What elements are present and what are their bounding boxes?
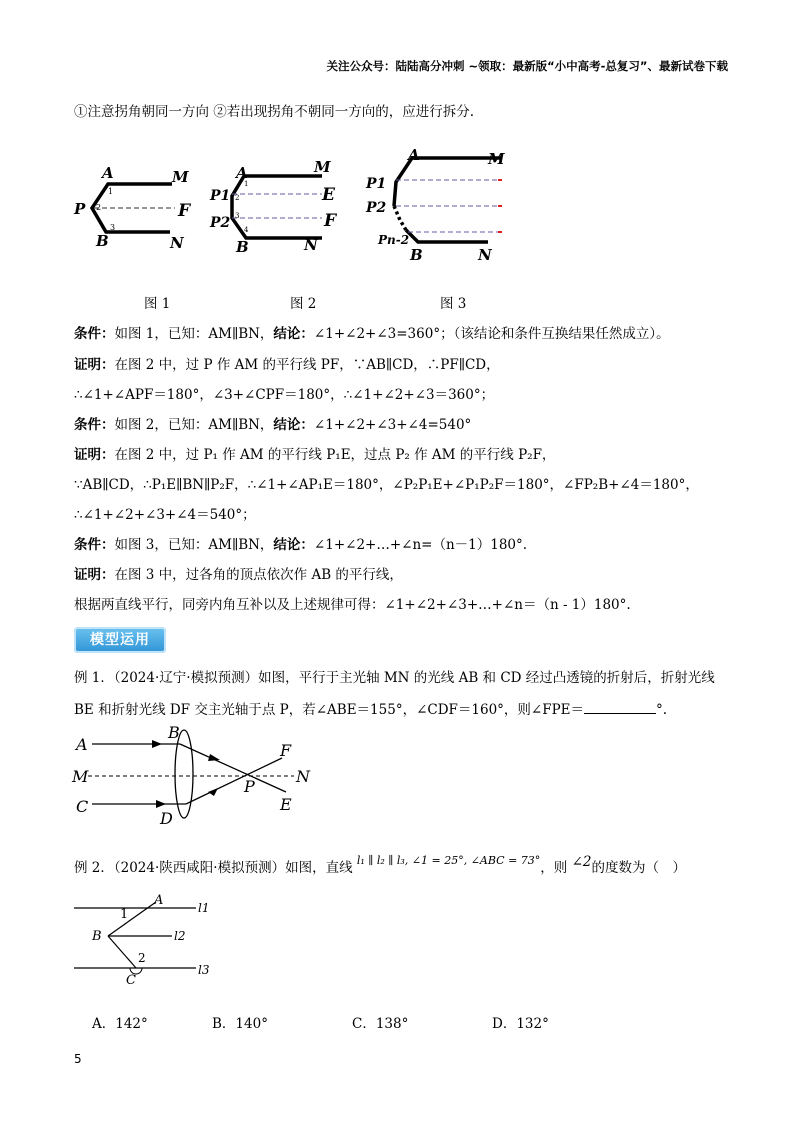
svg-text:P1: P1	[366, 176, 387, 192]
example2-figure	[68, 890, 228, 986]
option-a[interactable]: A．142°	[92, 1016, 148, 1032]
example1-figure	[68, 724, 328, 828]
svg-text:1: 1	[120, 907, 129, 922]
fig1-label-F: F	[178, 201, 191, 221]
condition-line-2: 条件：如图 2，已知：AM∥BN，结论：∠1+∠2+∠3+∠4=540°	[74, 417, 472, 433]
example2-question: 例 2．（2024·陕西咸阳·模拟预测）如图，直线 $^{l_1 \parallel l_2 \parallel l_3, \angle 1 = 25^\circ, \angle ABC = 73^\circ}$，则 ∠2的度数为（ ）	[74, 854, 686, 876]
svg-text:2: 2	[96, 203, 102, 212]
svg-text:B: B	[168, 724, 180, 742]
fig1-caption: 图 1	[144, 296, 171, 312]
svg-text:C: C	[76, 797, 89, 816]
svg-text:l3: l3	[198, 963, 210, 977]
figure-1	[73, 164, 192, 252]
fig2-caption: 图 2	[290, 296, 317, 312]
svg-text:E: E	[280, 795, 292, 814]
svg-text:M: M	[314, 158, 331, 176]
svg-text:B: B	[410, 246, 423, 264]
figures-1-3	[60, 148, 520, 268]
figure-3	[365, 148, 505, 264]
svg-text:E: E	[322, 185, 335, 205]
svg-text:2: 2	[138, 951, 146, 965]
svg-text:M: M	[488, 150, 505, 168]
option-c[interactable]: C．138°	[352, 1016, 409, 1032]
page-number: 5	[74, 1052, 82, 1066]
svg-text:F: F	[280, 741, 292, 760]
svg-text:B: B	[236, 238, 249, 256]
condition-line-1: 条件：如图 1，已知：AM∥BN，结论：∠1+∠2+∠3=360°；（该结论和条件互换结果任然成立）。	[74, 326, 670, 342]
svg-text:3: 3	[235, 212, 240, 220]
svg-text:F: F	[324, 211, 337, 231]
proof-line-4: ∵AB∥CD，∴P₁E∥BN∥P₂F，∴∠1+∠AP₁E＝180°，∠P₂P₁E+∠P₁P₂F＝180°，∠FP₂B+∠4＝180°，	[74, 477, 699, 493]
fig3-caption: 图 3	[440, 296, 467, 312]
svg-text:l2: l2	[174, 929, 186, 943]
svg-text:M: M	[72, 767, 89, 786]
svg-text:l1: l1	[198, 901, 210, 915]
example1-line1: 例 1．（2024·辽宁·模拟预测）如图，平行于主光轴 MN 的光线 AB 和 CD 经过凸透镜的折射后，折射光线	[74, 670, 715, 686]
svg-text:N: N	[304, 236, 318, 254]
svg-text:A: A	[408, 148, 420, 164]
svg-text:A: A	[76, 735, 88, 754]
page-header: 关注公众号：陆陆高分冲刺 ~领取：最新版“小中高考-总复习”、最新试卷下载	[326, 59, 728, 73]
answer-blank[interactable]	[584, 700, 656, 714]
svg-text:3: 3	[110, 223, 116, 232]
proof-line-6: 证明：在图 3 中，过各角的顶点依次作 AB 的平行线，	[74, 567, 403, 583]
proof-line-2: ∴∠1+∠APF＝180°，∠3+∠CPF＝180°，∴∠1+∠2+∠3＝360°；	[74, 387, 495, 403]
svg-text:1: 1	[244, 180, 249, 188]
section-badge: 模型运用	[74, 627, 166, 653]
fig1-label-B: B	[96, 232, 109, 250]
fig1-label-M: M	[172, 168, 189, 186]
conclusion-line: 根据两直线平行，同旁内角互补以及上述规律可得：∠1+∠2+∠3+…+∠n＝（n - 1）180°.	[74, 597, 631, 613]
svg-text:D: D	[160, 809, 173, 828]
svg-text:4: 4	[244, 226, 249, 234]
example1-line2: BE 和折射光线 DF 交主光轴于点 P，若∠ABE＝155°，∠CDF＝160°，则∠FPE＝ °.	[74, 702, 668, 718]
svg-text:A: A	[236, 164, 248, 182]
svg-text:P: P	[244, 777, 255, 796]
svg-text:2: 2	[235, 194, 240, 202]
svg-text:A: A	[154, 893, 164, 908]
option-b[interactable]: B．140°	[212, 1016, 268, 1032]
notes-line: ①注意拐角朝同一方向 ②若出现拐角不朝同一方向的，应进行拆分.	[74, 104, 475, 120]
fig1-label-A: A	[102, 164, 114, 182]
svg-text:P2: P2	[210, 215, 231, 231]
fig1-label-P: P	[74, 200, 86, 218]
figure-2	[209, 158, 338, 256]
fig1-label-N: N	[170, 234, 184, 252]
svg-text:C: C	[126, 973, 136, 986]
proof-line-3: 证明：在图 2 中，过 P₁ 作 AM 的平行线 P₁E，过点 P₂ 作 AM 的平行线 P₂F，	[74, 447, 556, 463]
condition-line-3: 条件：如图 3，已知：AM∥BN，结论：∠1+∠2+…+∠n=（n－1）180°.	[74, 537, 528, 553]
proof-line-1: 证明：在图 2 中，过 P 作 AM 的平行线 PF，∵AB∥CD，∴PF∥CD，	[74, 357, 500, 373]
option-d[interactable]: D．132°	[492, 1016, 549, 1032]
svg-text:N: N	[478, 246, 492, 264]
proof-line-5: ∴∠1+∠2+∠3+∠4＝540°；	[74, 507, 256, 523]
svg-text:Pn-2: Pn-2	[378, 233, 410, 247]
svg-text:N: N	[296, 767, 310, 786]
svg-text:P1: P1	[210, 188, 231, 204]
svg-text:1: 1	[108, 187, 114, 196]
svg-text:B: B	[92, 929, 102, 944]
svg-text:P2: P2	[366, 200, 387, 216]
